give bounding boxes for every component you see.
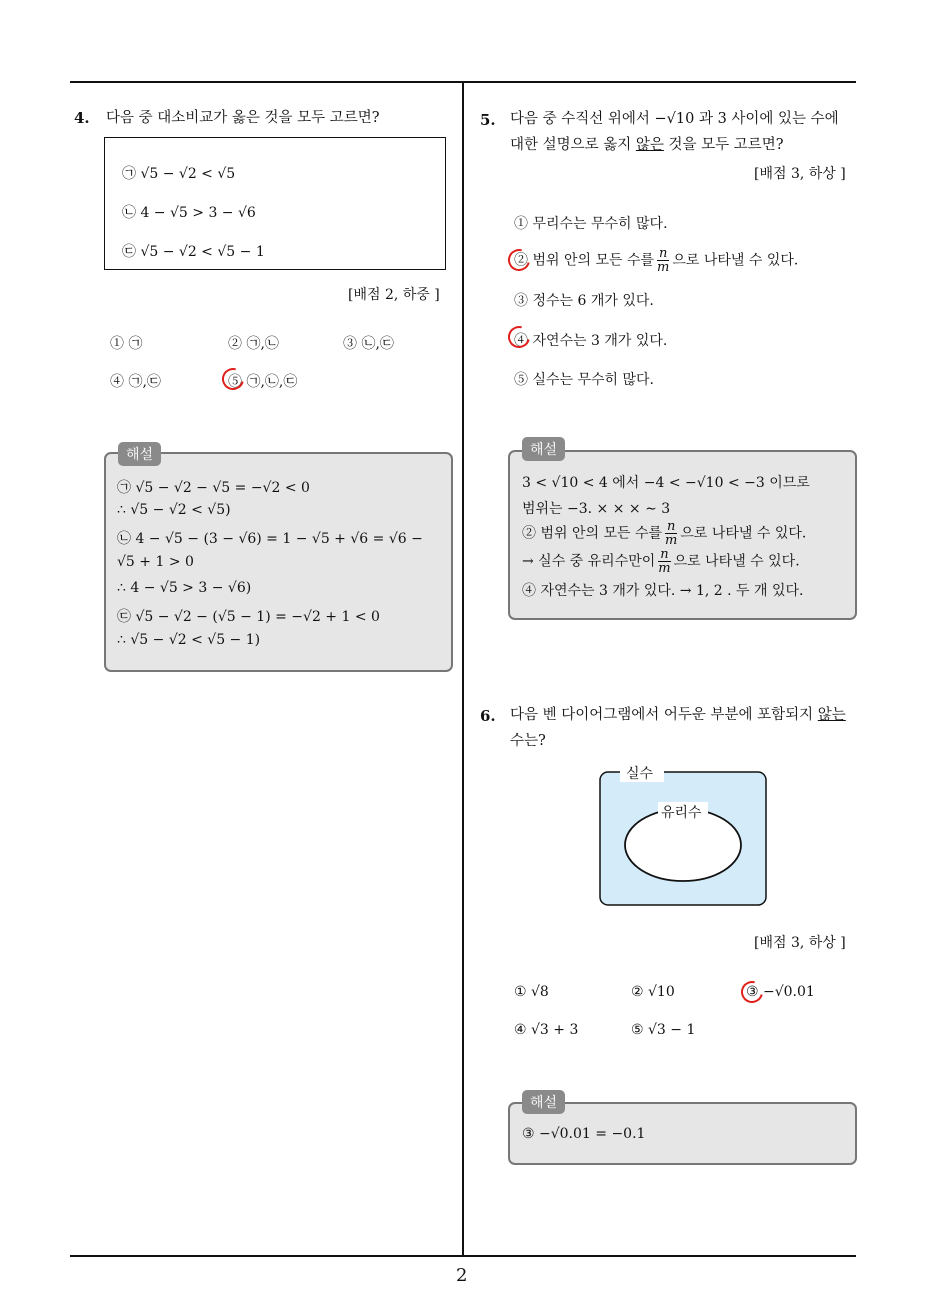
q4-text: 다음 중 대소비교가 옳은 것을 모두 고르면? xyxy=(106,110,380,126)
solution-line: ② 범위 안의 모든 수를 $\frac{n}{m}$ 으로 나타낼 수 있다. xyxy=(522,519,807,548)
solution-line: ∴ √5 − √2 < √5) xyxy=(117,502,231,518)
solution-line: 범위는 −3. × × × ∼ 3 xyxy=(522,501,671,517)
q6-choice[interactable]: ④ √3 + 3 xyxy=(514,1022,579,1038)
q4-statement: ㉠ √5 − √2 < √5 xyxy=(122,166,236,182)
bottom-rule xyxy=(70,1255,856,1257)
q5-text-line2: 대한 설명으로 옳지 않은 것을 모두 고르면? xyxy=(510,137,784,153)
q6-choice[interactable]: ③ −√0.01 xyxy=(746,984,815,1000)
q5-text-line1: 다음 중 수직선 위에서 −√10 과 3 사이에 있는 수에 xyxy=(510,111,839,127)
q6-choice[interactable]: ① √8 xyxy=(514,984,549,1000)
solution-line: 3 < √10 < 4 에서 −4 < −√10 < −3 이므로 xyxy=(522,475,810,491)
solution-line: ③ −√0.01 = −0.1 xyxy=(522,1126,646,1142)
q4-choice[interactable]: ② ㉠,㉡ xyxy=(228,336,279,352)
solution-line: ∴ 4 − √5 > 3 − √6) xyxy=(117,580,252,596)
q6-score: [배점 3, 하상 ] xyxy=(754,935,846,951)
solution-label: 해설 xyxy=(118,442,161,466)
q4-choice[interactable]: ③ ㉡,㉢ xyxy=(343,336,394,352)
venn-inner-label: 유리수 xyxy=(661,805,702,821)
solution-line: → 실수 중 유리수만이 $\frac{n}{m}$ 으로 나타낼 수 있다. xyxy=(522,547,800,576)
q4-statement: ㉢ √5 − √2 < √5 − 1 xyxy=(122,244,265,260)
solution-line: ④ 자연수는 3 개가 있다. → 1, 2 . 두 개 있다. xyxy=(522,583,804,599)
q6-number: 6. xyxy=(480,707,496,725)
solution-line: ∴ √5 − √2 < √5 − 1) xyxy=(117,632,261,648)
column-divider xyxy=(462,82,464,1256)
solution-label: 해설 xyxy=(522,1090,565,1114)
q4-choice[interactable]: ① ㉠ xyxy=(110,336,143,352)
answer-mark-circle xyxy=(737,977,767,1007)
page-number: 2 xyxy=(456,1265,468,1286)
q4-score: [배점 2, 하중 ] xyxy=(348,287,440,303)
fraction-n-over-m: $\frac{n}{m}$ xyxy=(657,246,670,275)
solution-label: 해설 xyxy=(522,437,565,461)
q6-text-line2: 수는? xyxy=(510,733,546,749)
q6-choice[interactable]: ⑤ √3 − 1 xyxy=(631,1022,696,1038)
solution-line: ㉢ √5 − √2 − (√5 − 1) = −√2 + 1 < 0 xyxy=(117,609,380,625)
venn-diagram xyxy=(598,758,770,908)
q5-number: 5. xyxy=(480,111,496,129)
solution-line: ㉠ √5 − √2 − √5 = −√2 < 0 xyxy=(117,480,310,496)
q5-choice[interactable]: ① 무리수는 무수히 많다. xyxy=(514,216,668,232)
q4-number: 4. xyxy=(74,109,90,127)
q4-choice[interactable]: ④ ㉠,㉢ xyxy=(110,374,161,390)
q5-choice[interactable]: ⑤ 실수는 무수히 많다. xyxy=(514,372,654,388)
q6-text-line1: 다음 벤 다이어그램에서 어두운 부분에 포함되지 않는 xyxy=(510,707,846,723)
q6-choice[interactable]: ② √10 xyxy=(631,984,675,1000)
venn-outer-label: 실수 xyxy=(626,766,654,782)
q5-choice[interactable]: ③ 정수는 6 개가 있다. xyxy=(514,293,654,309)
q4-statement: ㉡ 4 − √5 > 3 − √6 xyxy=(122,205,256,221)
solution-line: √5 + 1 > 0 xyxy=(117,554,194,570)
q4-choice[interactable]: ⑤ ㉠,㉡,㉢ xyxy=(228,374,298,390)
solution-line: ㉡ 4 − √5 − (3 − √6) = 1 − √5 + √6 = √6 − xyxy=(117,531,423,547)
q5-choice[interactable]: ② 범위 안의 모든 수를 $\frac{n}{m}$ 으로 나타낼 수 있다. xyxy=(514,246,799,275)
q5-choice[interactable]: ④ 자연수는 3 개가 있다. xyxy=(514,333,668,349)
q5-score: [배점 3, 하상 ] xyxy=(754,166,846,182)
